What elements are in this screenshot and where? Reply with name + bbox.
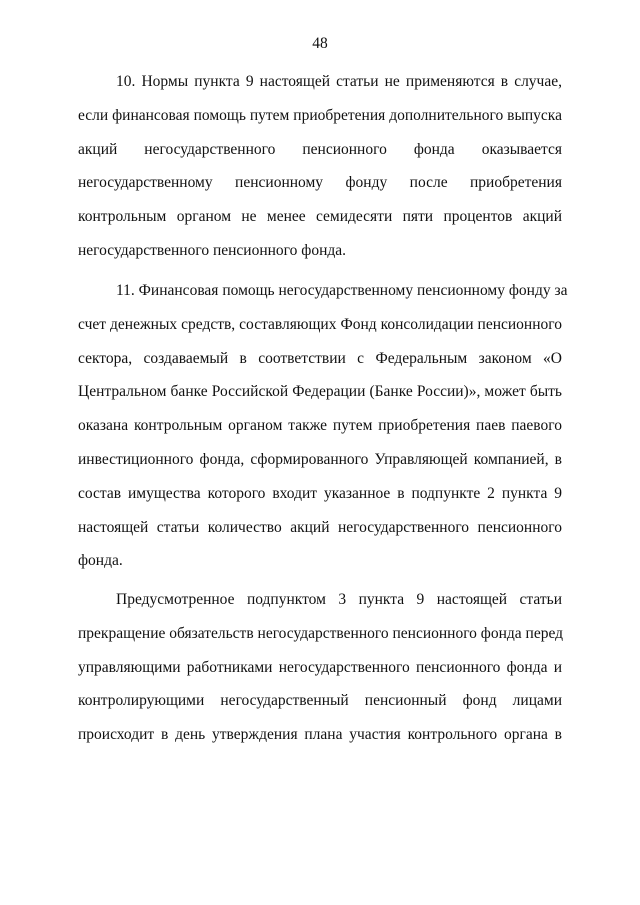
text-line: Предусмотренное подпунктом 3 пункта 9 настоящей статьи — [116, 591, 562, 608]
text-line: негосударственного пенсионного фонда. — [78, 241, 347, 259]
text-line: инвестиционного фонда, сформированного Управляющей компанией, в — [78, 450, 562, 468]
text-line: 10. Нормы пункта 9 настоящей статьи не применяются в случае, — [116, 73, 562, 90]
text-line: контролирующими негосударственный пенсионный фонд лицами — [78, 692, 562, 710]
text-line: оказана контрольным органом также путем приобретения паев паевого — [78, 417, 562, 435]
text-line: акций негосударственного пенсионного фонда оказывается — [78, 140, 562, 158]
text-line: фонда. — [78, 552, 123, 570]
text-line: Центральном банке Российской Федерации (Банке России)», может быть — [78, 383, 562, 401]
text-line: сектора, создаваемый в соответствии с Федеральным законом «О — [78, 349, 562, 367]
text-line: прекращение обязательств негосударственного пенсионного фонда перед — [78, 624, 564, 642]
text-line: состав имущества которого входит указанное в подпункте 2 пункта 9 — [78, 484, 562, 502]
text-line: счет денежных средств, составляющих Фонд консолидации пенсионного — [78, 315, 562, 333]
text-line: контрольным органом не менее семидесяти пяти процентов акций — [78, 208, 562, 226]
page-number: 48 — [312, 35, 328, 52]
paragraph-11 — [78, 274, 568, 578]
text-line: негосударственному пенсионному фонду после приобретения — [78, 174, 562, 192]
paragraph-provision — [78, 583, 562, 752]
paragraph-10 — [78, 65, 562, 268]
text-line: если финансовая помощь путем приобретения дополнительного выпуска — [78, 106, 562, 124]
text-line: настоящей статьи количество акций негосударственного пенсионного — [78, 518, 562, 536]
text-line: 11. Финансовая помощь негосударственному пенсионному фонду за — [116, 282, 568, 299]
text-line: происходит в день утверждения плана участия контрольного органа в — [78, 726, 562, 744]
text-line: управляющими работниками негосударственного пенсионного фонда и — [78, 658, 562, 676]
